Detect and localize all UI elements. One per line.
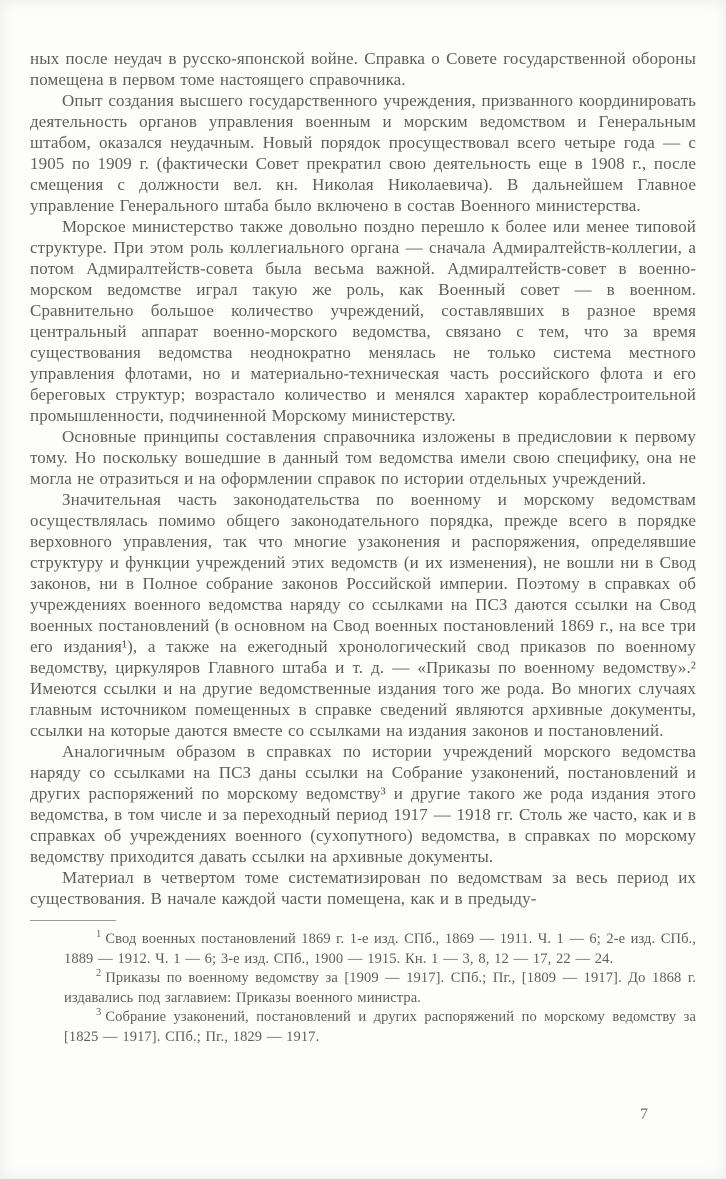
- footnote-text: Приказы по военному ведомству за [1909 — 1917]. СПб.; Пг., [1809 — 1917]. До 1868 г. издавались под заглавием: Приказы военного министра.: [64, 970, 696, 1006]
- paragraph: Материал в четвертом томе систематизирован по ведомствам за весь период их существования. В начале каждой части помещена, как и в предыду-: [30, 868, 696, 908]
- footnote-marker: 3: [96, 1007, 102, 1019]
- body-text: [30, 48, 696, 1047]
- paragraph: Морское министерство также довольно поздно перешло к более или менее типовой структуре. При этом роль коллегиального органа — сначала Адмиралтейств-коллегии, а потом Адмиралтейств-совета была весьма важной. Адмиралтейств-совет в военно-морском ведомстве играл такую же роль, как Военный совет — в военном. Сравнительно большое количество учреждений, составлявших в разное время центральный аппарат военно-морского ведомства, связано с тем, что за время существования ведомства неоднократно менялась не только система местного управления флотами, но и материально-техническая часть российского флота и его береговых структур; возрастало количество и менялся характер кораблестроительной промышленности, подчиненной Морскому министерству.: [30, 217, 696, 425]
- paragraph: ных после неудач в русско-японской войне. Справка о Совете государственной обороны помещена в первом томе настоящего справочника.: [30, 49, 696, 89]
- footnote-marker: 1: [96, 929, 102, 941]
- footnote: [30, 1008, 696, 1047]
- page-number: 7: [640, 1106, 648, 1123]
- paragraph: Опыт создания высшего государственного учреждения, призванного координировать деятельность органов управления военным и морским ведомством и Генеральным штабом, оказался неудачным. Новый порядок просуществовал всего четыре года — с 1905 по 1909 г. (фактически Совет прекратил свою деятельность еще в 1908 г., после смещения с должности вел. кн. Николая Николаевича). В дальнейшем Главное управление Генерального штаба было включено в состав Военного министерства.: [30, 91, 696, 215]
- paragraph: Аналогичным образом в справках по истории учреждений морского ведомства наряду со ссылками на ПСЗ даны ссылки на Собрание узаконений, постановлений и других распоряжений по морскому ведомству³ и другие такого же рода издания этого ведомства, в том числе и за переходный период 1917 — 1918 гг. Столь же часто, как и в справках об учреждениях военного (сухопутного) ведомства, в справках по морскому ведомству приходится давать ссылки на архивные документы.: [30, 742, 696, 866]
- footnote: [30, 969, 696, 1008]
- footnote-text: Собрание узаконений, постановлений и других распоряжений по морскому ведомству за [1825 — 1917]. СПб.; Пг., 1829 — 1917.: [64, 1009, 696, 1045]
- footnotes: [30, 930, 696, 1047]
- footnote-text: Свод военных постановлений 1869 г. 1-е изд. СПб., 1869 — 1911. Ч. 1 — 6; 2-е изд. СПб., 1889 — 1912. Ч. 1 — 6; 3-е изд. СПб., 1900 — 1915. Кн. 1 — 3, 8, 12 — 17, 22 — 24.: [64, 931, 696, 967]
- footnote: [30, 930, 696, 969]
- paragraph: Значительная часть законодательства по военному и морскому ведомствам осуществлялась помимо общего законодательного порядка, прежде всего в порядке верховного управления, так что многие узаконения и распоряжения, определявшие структуру и функции учреждений этих ведомств (и их изменения), не вошли ни в Свод законов, ни в Полное собрание законов Российской империи. Поэтому в справках об учреждениях военного ведомства наряду со ссылками на ПСЗ даются ссылки на Свод военных постановлений (в основном на Свод военных постановлений 1869 г., на все три его издания¹), а также на ежегодный хронологический свод приказов по военному ведомству, циркуляров Главного штаба и т. д. — «Приказы по военному ведомству».² Имеются ссылки и на другие ведомственные издания того же рода. Во многих случаях главным источником помещенных в справке сведений являются архивные документы, ссылки на которые даются вместе со ссылками на издания законов и постановлений.: [30, 490, 696, 740]
- footnote-separator: [30, 920, 116, 921]
- paragraph: Основные принципы составления справочника изложены в предисловии к первому тому. Но поскольку вошедшие в данный том ведомства имели свою специфику, она не могла не отразиться и на оформлении справок по истории отдельных учреждений.: [30, 427, 696, 488]
- footnote-marker: 2: [96, 968, 102, 980]
